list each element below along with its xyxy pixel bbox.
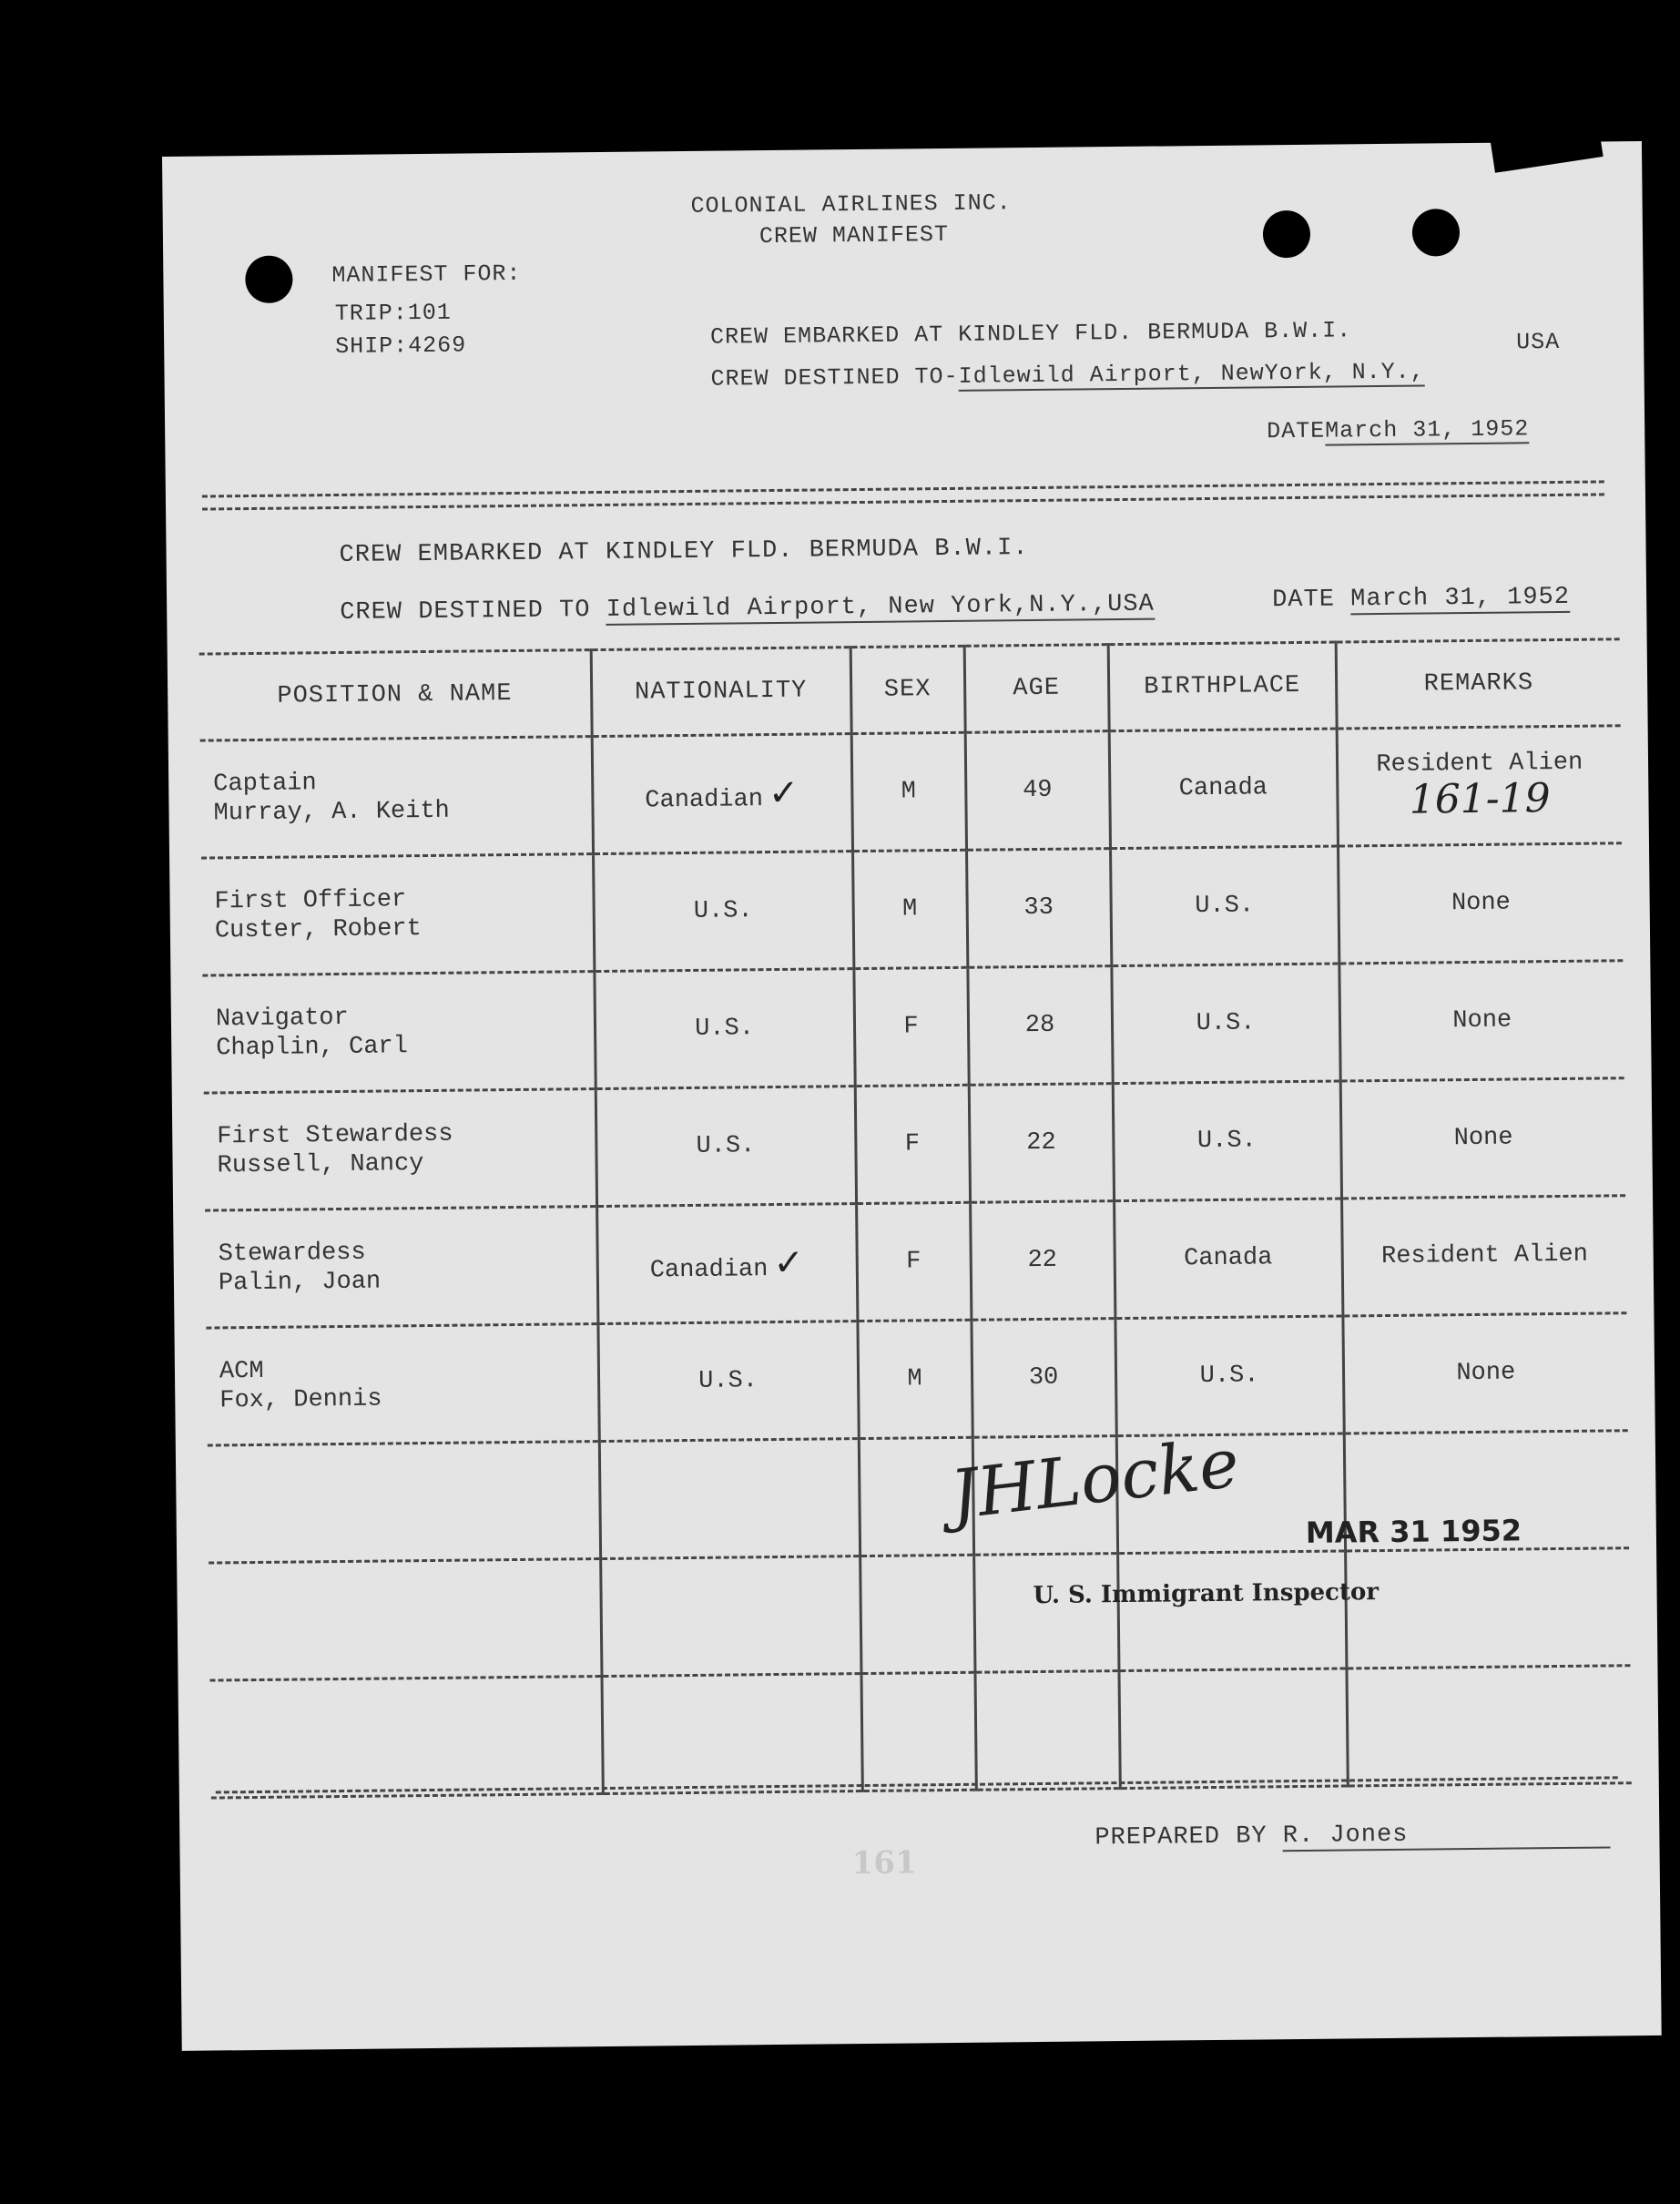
punch-hole (245, 256, 293, 304)
position-name-cell (201, 854, 594, 975)
table-row (204, 1078, 1625, 1210)
col-header-remarks: REMARKS (1336, 639, 1621, 729)
sex-cell: F (853, 967, 968, 1086)
manifest-for-label: MANIFEST FOR: (331, 260, 522, 290)
position-name-cell (206, 1324, 598, 1445)
inspector-signature: JHLocke (946, 1423, 1244, 1536)
nationality-cell (596, 1204, 857, 1324)
sex-cell: F (856, 1202, 971, 1321)
nationality-cell: U.S. (596, 1087, 856, 1207)
remarks-cell: None (1339, 961, 1624, 1081)
name: Chaplin, Carl (216, 1033, 409, 1063)
table-row (201, 843, 1623, 975)
trip-line (335, 300, 452, 327)
divider (202, 493, 1604, 510)
crew-table (199, 638, 1632, 1799)
col-header-position: POSITION & NAME (199, 650, 592, 740)
age-cell: 28 (967, 966, 1112, 1086)
position-name-cell (200, 737, 593, 858)
sex-cell: M (851, 732, 966, 851)
document-title: CREW MANIFEST (759, 220, 950, 250)
nationality-cell: U.S. (597, 1321, 858, 1442)
position-name-cell (204, 1089, 596, 1210)
header-date-label: DATE (1267, 417, 1326, 445)
table-row (205, 1196, 1626, 1328)
nationality-cell: U.S. (593, 852, 853, 972)
table-row (202, 961, 1624, 1093)
section-date-value: March 31, 1952 (1350, 583, 1571, 614)
birthplace-cell: U.S. (1111, 964, 1339, 1084)
nationality: Canadian (645, 786, 764, 815)
sex-cell: F (855, 1085, 970, 1203)
position-name-cell (205, 1207, 597, 1328)
remarks-cell: None (1338, 843, 1623, 964)
sex-cell: M (852, 850, 967, 968)
section-embarked: CREW EMBARKED AT KINDLEY FLD. BERMUDA B.W.I. (339, 535, 1029, 569)
name: Russell, Nancy (217, 1150, 424, 1180)
name: Palin, Joan (218, 1268, 382, 1298)
nationality-cell (592, 734, 852, 854)
page-number: 161 (851, 1844, 917, 1883)
position: First Officer (214, 886, 407, 916)
punch-hole (1412, 209, 1461, 257)
table-row-empty (209, 1548, 1630, 1680)
col-header-sex: SEX (850, 646, 965, 733)
check-mark-icon: ✓ (773, 1241, 805, 1285)
section-destined (340, 591, 1155, 627)
age-cell: 49 (965, 731, 1110, 851)
age-cell: 22 (969, 1084, 1114, 1203)
header-destined-label: CREW DESTINED TO- (710, 362, 959, 393)
section-date (1272, 584, 1570, 614)
header-destined (710, 358, 1424, 392)
company-name: COLONIAL AIRLINES INC. (690, 189, 1012, 219)
nationality: Canadian (649, 1256, 769, 1285)
birthplace-cell: Canada (1114, 1199, 1342, 1319)
ship-line (335, 332, 466, 361)
header-date-value: March 31, 1952 (1325, 415, 1530, 444)
manifest-page (162, 141, 1662, 2051)
col-header-birthplace: BIRTHPLACE (1108, 642, 1337, 731)
stamp-inspector-title: U. S. Immigrant Inspector (1033, 1578, 1380, 1610)
header-date (1267, 415, 1529, 444)
header-destined-usa: USA (1516, 328, 1561, 356)
position-name-cell (202, 972, 595, 1093)
prepared-by-value: R. Jones (1283, 1819, 1611, 1852)
prepared-by-label: PREPARED BY (1095, 1822, 1268, 1852)
col-header-age: AGE (964, 645, 1109, 733)
remarks: Resident Alien (1376, 749, 1583, 780)
position: Stewardess (218, 1239, 366, 1269)
birthplace-cell: U.S. (1115, 1316, 1343, 1436)
torn-corner (1489, 116, 1603, 172)
birthplace-cell: Canada (1109, 729, 1338, 849)
position: ACM (219, 1357, 264, 1386)
trip-label: TRIP: (334, 300, 408, 328)
position: Captain (213, 770, 317, 799)
section-destined-value: Idlewild Airport, New York,N.Y.,USA (606, 590, 1155, 624)
header-embarked: CREW EMBARKED AT KINDLEY FLD. BERMUDA B.W.I. (709, 317, 1352, 351)
section-date-label: DATE (1272, 586, 1336, 615)
remarks-cell: Resident Alien (1341, 1196, 1626, 1316)
col-header-nationality: NATIONALITY (591, 648, 851, 737)
table-header-row (199, 639, 1621, 740)
section-destined-label: CREW DESTINED TO (340, 597, 591, 627)
nationality-cell: U.S. (594, 969, 854, 1089)
position: Navigator (215, 1004, 349, 1034)
header-destined-value: Idlewild Airport, NewYork, N.Y., (958, 358, 1425, 390)
age-cell: 30 (971, 1319, 1115, 1438)
birthplace-cell: U.S. (1110, 846, 1339, 966)
age-cell: 33 (966, 849, 1111, 968)
trip-value: 101 (407, 299, 452, 327)
ship-value: 4269 (408, 332, 467, 360)
table-row (206, 1313, 1627, 1445)
remarks-cell: None (1342, 1313, 1627, 1434)
remarks-cell (1337, 726, 1622, 846)
name: Fox, Dennis (219, 1385, 382, 1415)
name: Murray, A. Keith (213, 797, 450, 828)
name: Custer, Robert (214, 915, 422, 945)
age-cell: 22 (970, 1201, 1115, 1321)
ship-label: SHIP: (335, 332, 409, 361)
prepared-by (1095, 1819, 1611, 1853)
handwritten-note: 161-19 (1409, 775, 1551, 823)
sex-cell: M (857, 1320, 972, 1438)
position: First Stewardess (217, 1120, 453, 1151)
remarks-cell: None (1340, 1078, 1625, 1199)
table-row (200, 726, 1622, 858)
birthplace-cell: U.S. (1113, 1081, 1341, 1201)
stamp-date: MAR 31 1952 (1305, 1513, 1522, 1550)
check-mark-icon: ✓ (768, 771, 799, 815)
punch-hole (1263, 210, 1311, 259)
